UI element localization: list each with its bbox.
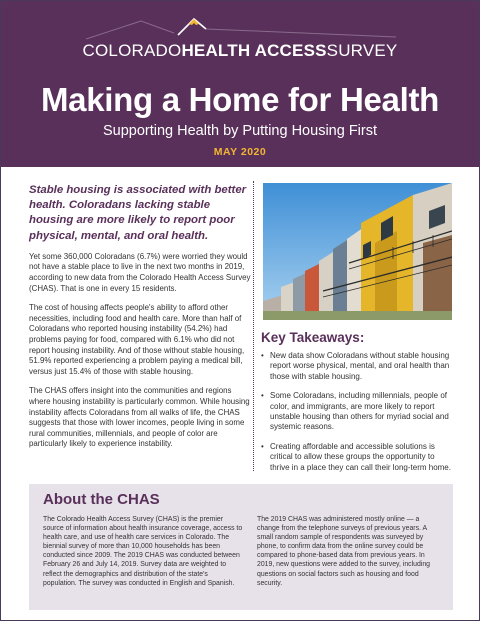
intro-lead: Stable housing is associated with better health. Coloradans lacking stable housing are more likely to report poor physical, mental, and oral health. bbox=[29, 184, 247, 242]
key-takeaways-heading: Key Takeaways: bbox=[261, 330, 365, 345]
intro-column bbox=[29, 183, 251, 459]
key-takeaway-item: • Creating affordable and accessible solutions is critical to allow these groups the opportunity to thrive in a place they can call their long-term home. bbox=[261, 442, 456, 473]
key-takeaway-item: • Some Coloradans, including millennials, people of color, and immigrants, are more likely to report unstable housing than others for myriad social and systemic reasons. bbox=[261, 391, 456, 433]
about-text-right: The 2019 CHAS was administered mostly online — a change from the telephone surveys of previous years. A small random sample of respondents was surveyed by phone, to confirm data from the online survey could be compared to phone-based data from previous years. In 2019, new questions were added to the survey, including questions on social factors such as housing and food security. bbox=[257, 516, 431, 587]
survey-logo bbox=[1, 11, 479, 81]
about-box bbox=[29, 484, 453, 610]
page-title: Making a Home for Health bbox=[40, 81, 440, 118]
about-text-left: The Colorado Health Access Survey (CHAS) is the premier source of information about health insurance coverage, access to health care, and use of health care services in Colorado. The biennial survey of more than 10,000 households has been conducted since 2009. The 2019 CHAS was conducted between February 26 and July 14, 2019. Survey data are weighted to reflect the demographics and distribution of the state's population. The survey was conducted in English and Spanish. bbox=[43, 516, 243, 587]
page-subtitle: Supporting Health by Putting Housing First bbox=[102, 123, 378, 139]
intro-paragraph-1: Yet some 360,000 Coloradans (6.7%) were worried they would not have a stable place to live in the next two months in 2019, according to new data from the Colorado Health Access Survey (CHAS). That is one in every 15 residents. bbox=[29, 251, 251, 293]
report-header bbox=[1, 1, 479, 167]
brand-part-health-access: HEALTH ACCESS bbox=[181, 41, 327, 60]
publication-date: MAY 2020 bbox=[213, 146, 267, 158]
column-divider bbox=[253, 181, 254, 471]
brand-part-colorado: COLORADO bbox=[82, 41, 182, 60]
about-heading: About the CHAS bbox=[43, 491, 160, 508]
brand-wordmark bbox=[1, 41, 479, 61]
key-takeaway-item: • New data show Coloradans without stable housing report worse physical, mental, and oral health than those with stable housing. bbox=[261, 351, 456, 382]
mountain-logo-icon bbox=[86, 11, 396, 43]
intro-paragraph-3: The CHAS offers insight into the communities and regions where housing instability is particularly common. While housing instability affects Coloradans from all walks of life, the CHAS suggests that those with lower incomes, people living in some rural communities, millennials, and people of color are particularly likely to experience instability. bbox=[29, 386, 250, 449]
intro-paragraph-2: The cost of housing affects people's ability to afford other necessities, including food and health care. More than half of Coloradans who reported housing instability (54.2%) had problems paying for food, compared with 6.1% who did not report housing instability. And of those without stable housing, 51.9% reported experiencing a problem paying a medical bill, versus just 15.4% of those with stable housing. bbox=[29, 303, 245, 376]
apartment-building-image bbox=[263, 183, 452, 320]
housing-photo bbox=[263, 183, 452, 320]
key-takeaways-list bbox=[261, 351, 456, 482]
brand-part-survey: SURVEY bbox=[326, 41, 398, 60]
